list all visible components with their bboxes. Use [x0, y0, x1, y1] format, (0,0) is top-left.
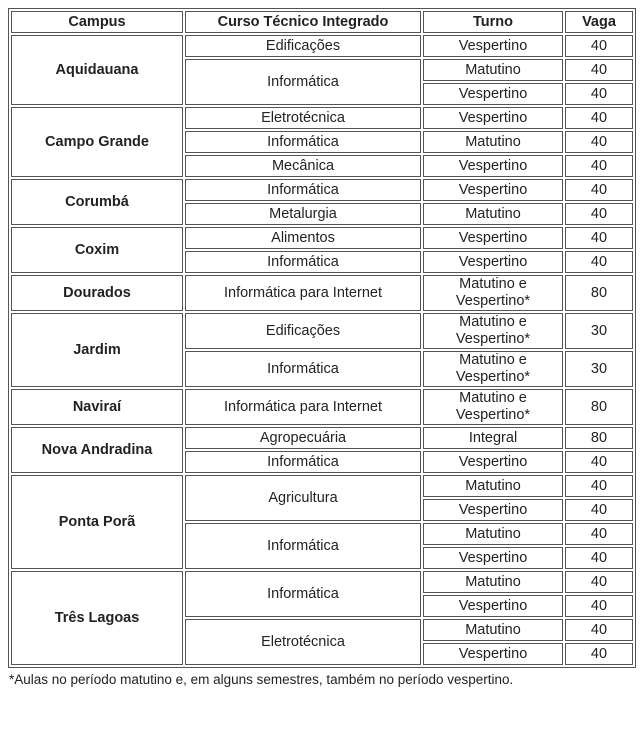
- turno-cell: Vespertino: [423, 499, 563, 521]
- turno-cell: Matutino: [423, 59, 563, 81]
- course-cell: Informática: [185, 523, 421, 569]
- campus-cell: Coxim: [11, 227, 183, 273]
- vaga-cell: 40: [565, 643, 633, 665]
- course-cell: Eletrotécnica: [185, 619, 421, 665]
- course-cell: Agricultura: [185, 475, 421, 521]
- course-cell: Informática: [185, 451, 421, 473]
- table-header-row: [11, 11, 633, 33]
- vaga-cell: 40: [565, 179, 633, 201]
- course-cell: Informática para Internet: [185, 275, 421, 311]
- vaga-cell: 40: [565, 107, 633, 129]
- campus-cell: Nova Andradina: [11, 427, 183, 473]
- course-cell: Informática para Internet: [185, 389, 421, 425]
- campus-cell: Ponta Porã: [11, 475, 183, 569]
- header-curso: Curso Técnico Integrado: [185, 11, 421, 33]
- header-campus: Campus: [11, 11, 183, 33]
- campus-cell: Jardim: [11, 313, 183, 387]
- turno-cell: Vespertino: [423, 547, 563, 569]
- turno-cell: Matutino e Vespertino*: [423, 389, 563, 425]
- table-body: [11, 35, 633, 665]
- course-cell: Informática: [185, 179, 421, 201]
- turno-cell: Vespertino: [423, 595, 563, 617]
- campus-cell: Corumbá: [11, 179, 183, 225]
- turno-cell: Integral: [423, 427, 563, 449]
- vaga-cell: 40: [565, 475, 633, 497]
- course-cell: Informática: [185, 131, 421, 153]
- campus-cell: Três Lagoas: [11, 571, 183, 665]
- vaga-cell: 30: [565, 351, 633, 387]
- vaga-cell: 40: [565, 499, 633, 521]
- table-row: [11, 389, 633, 425]
- course-cell: Eletrotécnica: [185, 107, 421, 129]
- table-row: [11, 107, 633, 129]
- campus-cell: Aquidauana: [11, 35, 183, 105]
- course-cell: Informática: [185, 59, 421, 105]
- course-cell: Alimentos: [185, 227, 421, 249]
- course-cell: Informática: [185, 351, 421, 387]
- vaga-cell: 40: [565, 523, 633, 545]
- vaga-cell: 40: [565, 35, 633, 57]
- table-row: [11, 313, 633, 349]
- turno-cell: Vespertino: [423, 107, 563, 129]
- vaga-cell: 80: [565, 275, 633, 311]
- table-row: [11, 427, 633, 449]
- vaga-cell: 40: [565, 131, 633, 153]
- course-cell: Mecânica: [185, 155, 421, 177]
- vaga-cell: 40: [565, 595, 633, 617]
- footnote: *Aulas no período matutino e, em alguns semestres, também no período vespertino.: [9, 672, 514, 687]
- course-cell: Edificações: [185, 313, 421, 349]
- campus-cell: Naviraí: [11, 389, 183, 425]
- turno-cell: Matutino: [423, 131, 563, 153]
- table-row: [11, 571, 633, 593]
- turno-cell: Vespertino: [423, 155, 563, 177]
- turno-cell: Matutino e Vespertino*: [423, 313, 563, 349]
- vaga-cell: 40: [565, 227, 633, 249]
- vacancies-table: [8, 8, 636, 668]
- vaga-cell: 40: [565, 451, 633, 473]
- turno-cell: Vespertino: [423, 643, 563, 665]
- turno-cell: Vespertino: [423, 179, 563, 201]
- campus-cell: Dourados: [11, 275, 183, 311]
- header-turno: Turno: [423, 11, 563, 33]
- course-cell: Agropecuária: [185, 427, 421, 449]
- page: [8, 8, 632, 687]
- header-vaga: Vaga: [565, 11, 633, 33]
- turno-cell: Vespertino: [423, 83, 563, 105]
- turno-cell: Vespertino: [423, 35, 563, 57]
- campus-cell: Campo Grande: [11, 107, 183, 177]
- turno-cell: Vespertino: [423, 227, 563, 249]
- vaga-cell: 40: [565, 251, 633, 273]
- vaga-cell: 40: [565, 547, 633, 569]
- vaga-cell: 80: [565, 389, 633, 425]
- turno-cell: Matutino e Vespertino*: [423, 275, 563, 311]
- turno-cell: Matutino: [423, 619, 563, 641]
- turno-cell: Vespertino: [423, 451, 563, 473]
- table-row: [11, 179, 633, 201]
- course-cell: Informática: [185, 251, 421, 273]
- turno-cell: Matutino e Vespertino*: [423, 351, 563, 387]
- turno-cell: Matutino: [423, 523, 563, 545]
- vaga-cell: 30: [565, 313, 633, 349]
- vaga-cell: 40: [565, 619, 633, 641]
- table-row: [11, 275, 633, 311]
- table-row: [11, 475, 633, 497]
- vaga-cell: 40: [565, 83, 633, 105]
- course-cell: Informática: [185, 571, 421, 617]
- course-cell: Edificações: [185, 35, 421, 57]
- vaga-cell: 80: [565, 427, 633, 449]
- table-row: [11, 35, 633, 57]
- table-row: [11, 227, 633, 249]
- turno-cell: Matutino: [423, 571, 563, 593]
- vaga-cell: 40: [565, 571, 633, 593]
- turno-cell: Matutino: [423, 475, 563, 497]
- turno-cell: Vespertino: [423, 251, 563, 273]
- course-cell: Metalurgia: [185, 203, 421, 225]
- vaga-cell: 40: [565, 155, 633, 177]
- vaga-cell: 40: [565, 59, 633, 81]
- turno-cell: Matutino: [423, 203, 563, 225]
- vaga-cell: 40: [565, 203, 633, 225]
